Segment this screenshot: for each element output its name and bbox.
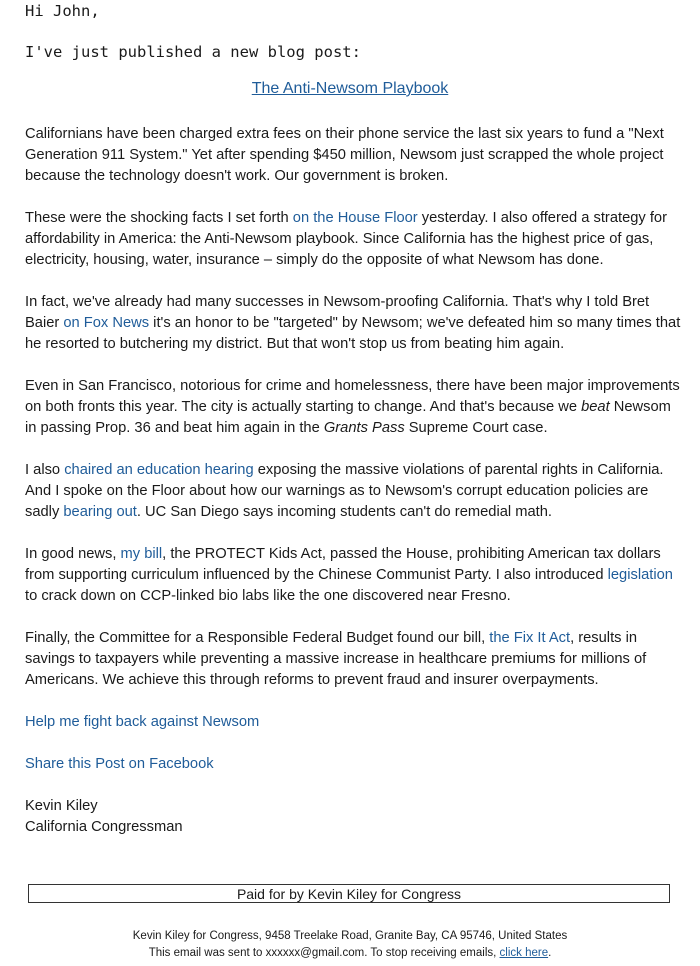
education-hearing-link[interactable]: chaired an education hearing <box>64 462 254 478</box>
email-footer <box>0 928 700 962</box>
p3-text-b: it's an honor to be "targeted" by Newsom; we've defeated him so many times that he resorted to butchering my district. But that won't stop us from beating him again. <box>25 315 681 352</box>
greeting: Hi John, <box>25 2 100 20</box>
p3-text-a: In fact, we've already had many successes in Newsom-proofing California. That's why I told Bret Baier <box>25 294 650 331</box>
footer-address: Kevin Kiley for Congress, 9458 Treelake Road, Granite Bay, CA 95746, United States <box>132 930 568 942</box>
post-title-link[interactable]: The Anti-Newsom Playbook <box>251 80 449 97</box>
p4-text-b: Newsom in passing Prop. 36 and beat him again in the <box>25 399 671 436</box>
post-title-wrap <box>0 80 700 98</box>
p2-text-a: These were the shocking facts I set forth <box>25 210 293 226</box>
fox-news-link[interactable]: on Fox News <box>63 315 150 331</box>
footer-unsubscribe-line <box>0 945 700 962</box>
my-bill-link[interactable]: my bill <box>120 546 163 562</box>
p4-text-c: Supreme Court case. <box>404 420 548 436</box>
p7-text-a: Finally, the Committee for a Responsible Federal Budget found our bill, <box>25 630 490 646</box>
p4-emphasis-grants-pass: Grants Pass <box>323 420 405 436</box>
paragraph-6 <box>25 544 685 607</box>
p5-text-a: I also <box>25 462 65 478</box>
fix-it-act-link[interactable]: the Fix It Act <box>489 630 571 646</box>
bearing-out-link[interactable]: bearing out <box>63 504 137 520</box>
paid-for-disclaimer: Paid for by Kevin Kiley for Congress <box>28 884 670 903</box>
paragraph-5 <box>25 460 685 523</box>
paragraph-3 <box>25 292 685 355</box>
signature-title: California Congressman <box>25 819 183 835</box>
p6-text-a: In good news, <box>25 546 121 562</box>
p5-text-b: exposing the massive violations of parental rights in California. And I spoke on the Floor about how our warnings as to Newsom's corrupt education policies are sadly <box>25 462 664 520</box>
p2-text-b: yesterday. I also offered a strategy for affordability in America: the Anti-Newsom playbook. Since California has the highest price of gas, electricity, housing, water, insurance – simply do the opposite of what Newsom has done. <box>25 210 667 268</box>
p4-text-a: Even in San Francisco, notorious for crime and homelessness, there have been major improvements on both fronts this year. The city is actually starting to change. And that's because we <box>25 378 680 415</box>
fight-back-link[interactable]: Help me fight back against Newsom <box>25 714 260 730</box>
paragraph-1: Californians have been charged extra fees on their phone service the last six years to fund a "Next Generation 911 System." Yet after spending $450 million, Newsom just scrapped the whole project because the technology doesn't work. Our government is broken. <box>25 126 664 184</box>
intro-line: I've just published a new blog post: <box>25 43 361 61</box>
signature-name: Kevin Kiley <box>25 798 98 814</box>
cta-fight-row <box>25 712 685 733</box>
share-facebook-link[interactable]: Share this Post on Facebook <box>25 756 214 772</box>
unsubscribe-link[interactable]: click here <box>499 947 549 959</box>
paragraph-2 <box>25 208 685 271</box>
p5-text-c: . UC San Diego says incoming students can't do remedial math. <box>136 504 552 520</box>
p7-text-b: , results in savings to taxpayers while preventing a massive increase in healthcare premiums for millions of Americans. We achieve this through reforms to prevent fraud and insurer overpayments. <box>25 630 647 688</box>
email-body <box>25 124 685 838</box>
footer-sent-to: This email was sent to xxxxxx@gmail.com. To stop receiving emails, <box>148 947 500 959</box>
p6-text-c: to crack down on CCP-linked bio labs like the one discovered near Fresno. <box>25 588 511 604</box>
paragraph-4 <box>25 376 685 439</box>
cta-share-row <box>25 754 685 775</box>
p6-text-b: , the PROTECT Kids Act, passed the House, prohibiting American tax dollars from supporting curriculum influenced by the Chinese Communist Party. I also introduced <box>25 546 661 583</box>
legislation-link[interactable]: legislation <box>607 567 673 583</box>
house-floor-link[interactable]: on the House Floor <box>292 210 418 226</box>
p4-emphasis-beat: beat <box>581 399 610 415</box>
paragraph-7 <box>25 628 685 691</box>
footer-period: . <box>548 947 552 959</box>
